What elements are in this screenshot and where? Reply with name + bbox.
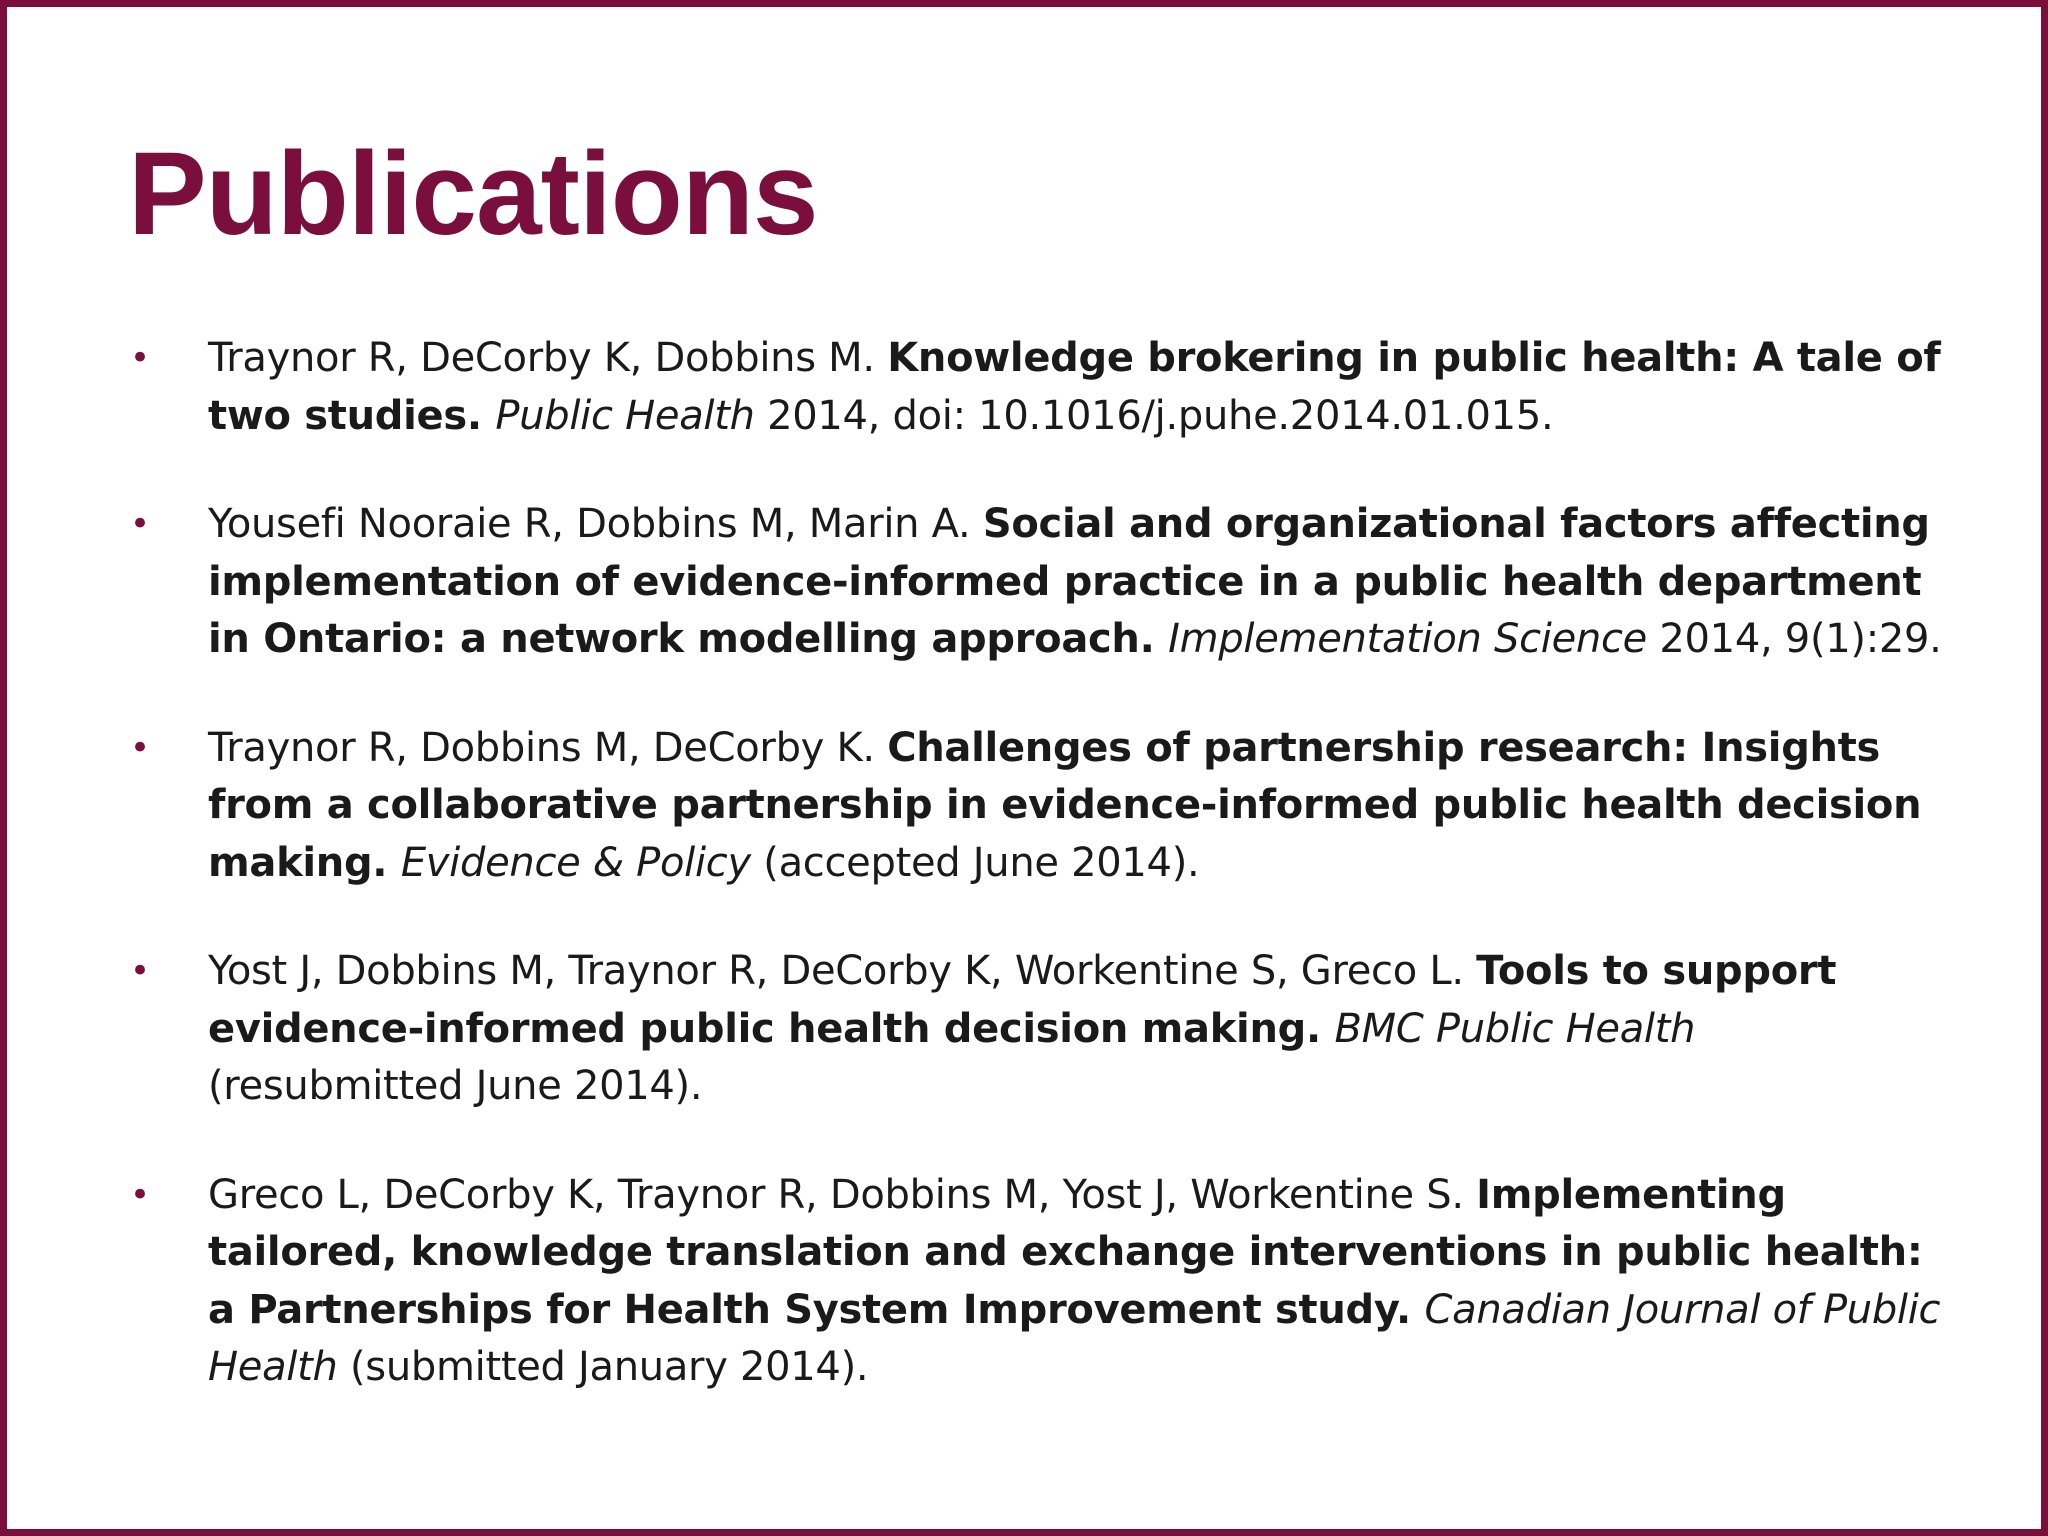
list-item: [129, 720, 1959, 893]
publication-title-end: .: [372, 839, 401, 886]
publication-authors: Traynor R, Dobbins M, DeCorby K.: [208, 724, 888, 771]
publication-title-end: .: [1396, 1286, 1425, 1333]
publication-authors: Yost J, Dobbins M, Traynor R, DeCorby K, Workentine S, Greco L.: [208, 948, 1477, 994]
bullet-icon: •: [130, 727, 150, 768]
publication-list: [129, 330, 1959, 1448]
list-item: [129, 943, 1959, 1116]
list-item: [129, 496, 1959, 669]
page-title: Publications: [128, 128, 818, 260]
publication-title-end: .: [1305, 1005, 1335, 1052]
publication-journal: Public Health: [495, 392, 755, 439]
publication-title: Social and organizational factors affecting implementation of evidence-informed practice in a public health department in Ontario: a network modelling approach: [208, 501, 1930, 662]
publication-details: (accepted June 2014).: [750, 839, 1200, 886]
list-item: [129, 1167, 1959, 1397]
publication-journal: Evidence & Policy: [400, 839, 751, 886]
publication-title-end: .: [1139, 616, 1169, 662]
publication-authors: Greco L, DeCorby K, Traynor R, Dobbins M, Yost J, Workentine S.: [208, 1171, 1477, 1218]
publication-title: Knowledge brokering in public health: A tale of two studies: [208, 335, 1941, 439]
publication-title: Challenges of partnership research: Insights from a collaborative partnership in evidence-informed public health decision making: [208, 724, 1922, 886]
publication-title: Tools to support evidence-informed public health decision making: [208, 948, 1837, 1052]
publication-details: 2014, 9(1):29.: [1646, 616, 1942, 662]
bullet-icon: •: [130, 1174, 150, 1215]
publication-authors: Traynor R, DeCorby K, Dobbins M.: [208, 335, 888, 381]
bullet-icon: •: [130, 951, 150, 991]
list-item: [129, 330, 1959, 445]
publication-journal: Canadian Journal of Public Health: [208, 1286, 1941, 1390]
publication-authors: Yousefi Nooraie R, Dobbins M, Marin A.: [208, 501, 983, 547]
publication-details: 2014, doi: 10.1016/j.puhe.2014.01.015.: [754, 392, 1554, 439]
publication-journal: BMC Public Health: [1334, 1005, 1696, 1052]
publication-details: (resubmitted June 2014).: [208, 1063, 703, 1109]
publication-title-end: .: [466, 392, 496, 439]
publication-journal: Implementation Science: [1168, 616, 1647, 662]
bullet-icon: •: [130, 504, 150, 544]
publication-details: (submitted January 2014).: [337, 1344, 869, 1390]
publication-title: Implementing tailored, knowledge translation and exchange interventions in public health: a Partnerships for Health System Improvement study: [208, 1171, 1923, 1333]
bullet-icon: •: [130, 338, 150, 378]
